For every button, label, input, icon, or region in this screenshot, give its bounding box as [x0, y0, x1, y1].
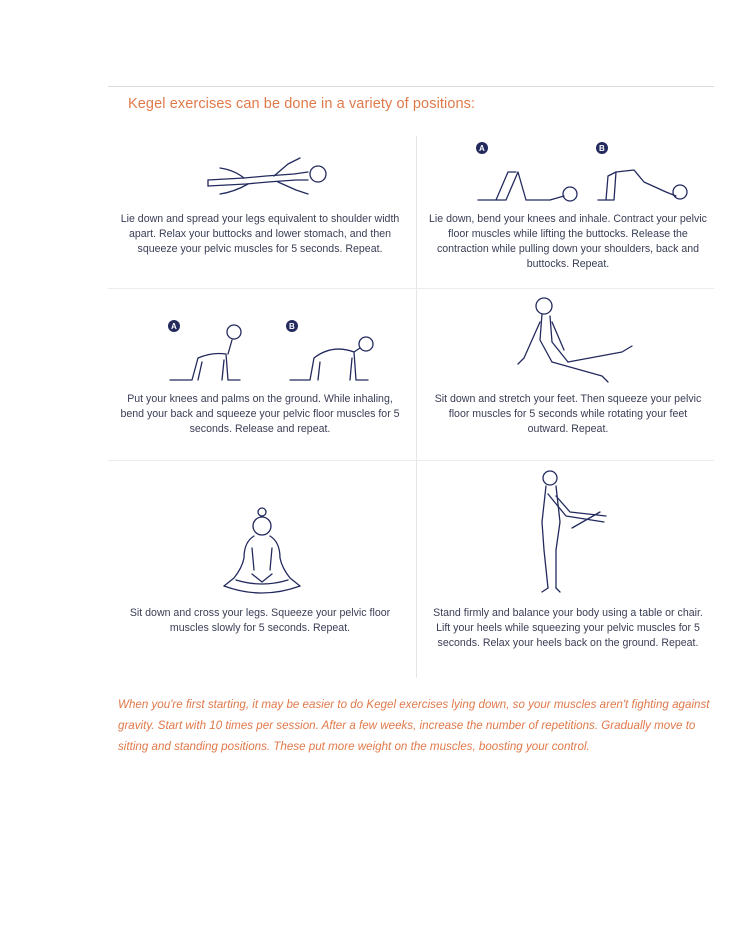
exercise-caption-6: Stand firmly and balance your body using a table or chair. Lift your heels while squeezing your pelvic muscles for 5 seconds. Relax your heels back on the ground. Repeat.	[433, 607, 703, 649]
badge-a-label-2: A	[171, 322, 177, 331]
exercise-cell-6	[416, 460, 718, 684]
exercise-cell-5	[108, 460, 410, 684]
seated-stretch-figure-icon	[512, 292, 642, 388]
exercise-caption-4: Sit down and stretch your feet. Then squeeze your pelvic floor muscles for 5 seconds while rotating your feet outward. Repeat.	[434, 393, 702, 435]
exercise-cell-2	[416, 136, 718, 288]
exercise-caption-1: Lie down and spread your legs equivalent to shoulder width apart. Relax your buttocks and lower stomach, and then squeeze your pelvic muscles for 5 seconds. Repeat.	[120, 213, 400, 255]
exercise-grid	[108, 136, 714, 684]
kneeling-figure-icon	[162, 314, 382, 386]
page-heading: Kegel exercises can be done in a variety of positions:	[128, 96, 476, 112]
exercise-caption-5: Sit down and cross your legs. Squeeze your pelvic floor muscles slowly for 5 seconds. Repeat.	[129, 607, 391, 634]
exercise-cell-3	[108, 288, 410, 460]
exercise-cell-4	[416, 288, 718, 460]
badge-a-label: A	[479, 144, 485, 153]
cross-legged-figure-icon	[214, 504, 314, 600]
badge-b-label: B	[599, 144, 605, 153]
badge-b-label-2: B	[289, 322, 295, 331]
lying-flat-figure-icon	[204, 150, 334, 200]
top-divider	[108, 86, 714, 87]
exercise-caption-3: Put your knees and palms on the ground. While inhaling, bend your back and squeeze your pelvic floor muscles for 5 seconds. Release and repeat.	[120, 393, 400, 435]
exercise-caption-2: Lie down, bend your knees and inhale. Contract your pelvic floor muscles while lifting the buttocks. Release the contraction while pulling down your shoulders, back and buttocks. Repeat.	[429, 213, 707, 270]
standing-figure-icon	[526, 466, 616, 596]
bridge-figure-icon	[466, 142, 696, 208]
exercise-cell-1	[108, 136, 410, 288]
guidance-note: When you're first starting, it may be easier to do Kegel exercises lying down, so your muscles aren't fighting against gravity. Start with 10 times per session. After a few weeks, increase the number of repetitions. Gradually move to sitting and standing positions. These put more weight on the muscles, boosting your control.	[118, 698, 710, 753]
